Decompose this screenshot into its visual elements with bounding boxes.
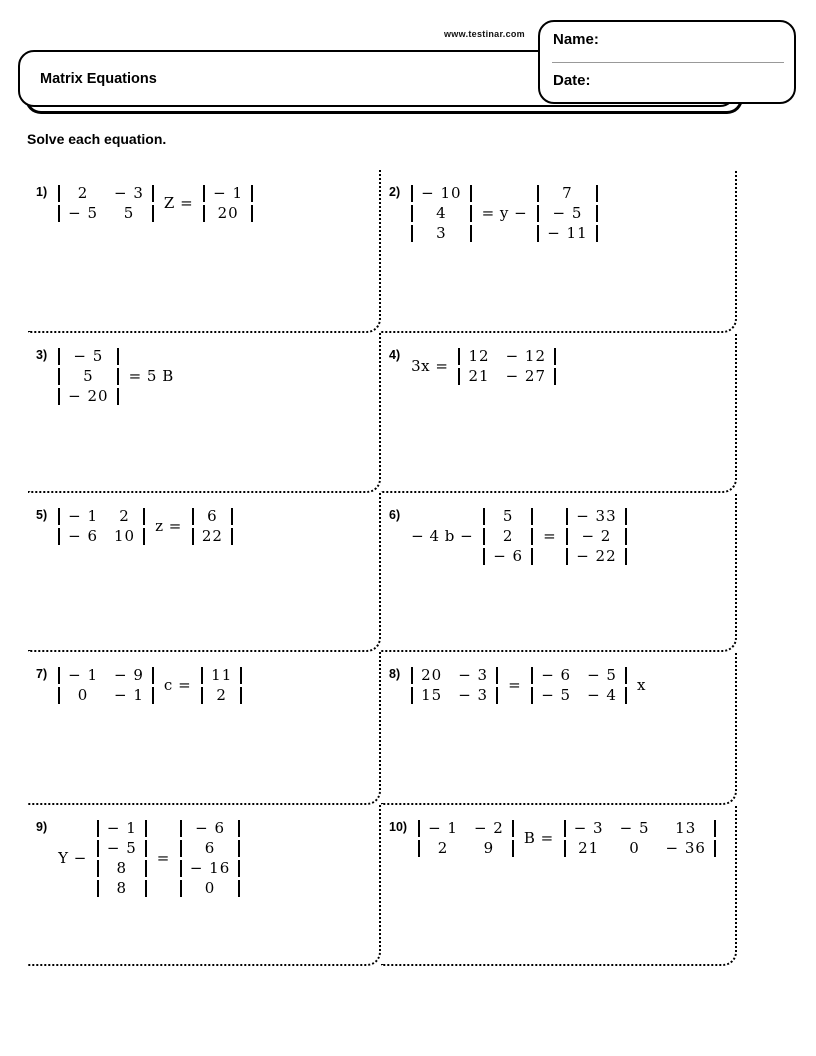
matrix-right-bar: [625, 508, 627, 525]
matrix: [537, 183, 597, 243]
problem-number: 8): [389, 667, 401, 681]
matrix-right-bar: [143, 508, 145, 525]
matrix-entry: − 36: [665, 839, 706, 857]
equation-text: = y −: [481, 204, 528, 222]
matrix-entry: − 1: [106, 819, 137, 837]
matrix-entry: 10: [114, 527, 136, 545]
problem-cell: [28, 333, 381, 493]
matrix-entry: − 3: [114, 184, 144, 202]
equation-text: B =: [523, 829, 554, 847]
matrix-entry: − 1: [68, 666, 99, 684]
problem-number: 3): [36, 348, 48, 362]
matrix-right-bar: [625, 548, 627, 565]
matrix-entry: 15: [421, 686, 443, 704]
matrix: [58, 183, 154, 223]
matrix-right-bar: [238, 860, 240, 877]
problem-cell: [381, 333, 737, 493]
matrix-right-bar: [496, 687, 498, 704]
matrix-entry: − 5: [619, 819, 650, 837]
matrix-entry: 8: [116, 859, 128, 877]
problem-cell: [381, 493, 737, 652]
matrix: [566, 506, 626, 566]
equation-text: x: [636, 676, 646, 694]
matrix-entry: − 4: [587, 686, 617, 704]
matrix-right-bar: [238, 840, 240, 857]
matrix-entry: − 1: [114, 686, 144, 704]
matrix-right-bar: [238, 820, 240, 837]
matrix-right-bar: [470, 185, 472, 202]
matrix-right-bar: [714, 820, 716, 837]
matrix-right-bar: [512, 820, 514, 837]
matrix: [458, 346, 556, 386]
matrix-entry: 4: [436, 204, 447, 222]
matrix: [58, 665, 154, 705]
name-label: Name:: [553, 31, 599, 48]
matrix-right-bar: [625, 667, 627, 684]
date-label: Date:: [553, 72, 591, 89]
matrix-entry: 3: [436, 224, 447, 242]
matrix: [411, 665, 498, 705]
problems-grid: [28, 170, 737, 966]
matrix-entry: − 2: [473, 819, 504, 837]
problem-number: 2): [389, 185, 401, 199]
problem-number: 1): [36, 185, 48, 199]
problem-number: 7): [36, 667, 48, 681]
equation-text: =: [543, 527, 557, 545]
matrix-entry: − 1: [68, 507, 99, 525]
matrix-entry: 0: [629, 839, 640, 857]
equation: [58, 183, 253, 223]
matrix-entry: − 6: [541, 666, 572, 684]
matrix-entry: 5: [123, 204, 135, 222]
matrix-entry: 20: [421, 666, 443, 684]
matrix-entry: − 11: [547, 224, 588, 242]
problem-cell: [381, 652, 737, 805]
matrix-right-bar: [596, 185, 598, 202]
matrix: [531, 665, 627, 705]
matrix-entry: 21: [468, 367, 490, 385]
equation: [411, 183, 598, 243]
matrix-entry: − 3: [573, 819, 604, 837]
equation: [418, 818, 716, 858]
matrix-right-bar: [117, 388, 119, 405]
matrix-entry: 0: [204, 879, 216, 897]
matrix: [418, 818, 514, 858]
matrix-right-bar: [596, 225, 598, 242]
matrix-entry: − 6: [195, 819, 225, 837]
matrix-entry: − 6: [493, 547, 524, 565]
matrix-right-bar: [117, 368, 119, 385]
matrix-right-bar: [251, 205, 253, 222]
matrix-right-bar: [596, 205, 598, 222]
matrix-entry: 12: [468, 347, 490, 365]
matrix-entry: 22: [201, 527, 223, 545]
matrix-entry: − 5: [106, 839, 137, 857]
matrix-right-bar: [145, 860, 147, 877]
matrix-entry: − 6: [68, 527, 99, 545]
matrix-entry: − 10: [421, 184, 462, 202]
problem-number: 4): [389, 348, 401, 362]
matrix-entry: − 1: [213, 184, 244, 202]
matrix-entry: 7: [562, 184, 573, 202]
matrix-entry: − 5: [73, 347, 104, 365]
matrix-right-bar: [143, 528, 145, 545]
problem-cell: [28, 170, 381, 333]
matrix-entry: − 22: [576, 547, 617, 565]
equation-text: z =: [155, 517, 182, 535]
matrix-entry: 11: [211, 666, 233, 684]
matrix-right-bar: [554, 348, 556, 365]
matrix-entry: 9: [483, 839, 495, 857]
matrix-entry: − 2: [581, 527, 612, 545]
matrix-entry: − 5: [552, 204, 583, 222]
matrix-right-bar: [145, 840, 147, 857]
matrix: [97, 818, 147, 898]
equation: [58, 506, 233, 546]
matrix-entry: − 33: [576, 507, 617, 525]
matrix-entry: 5: [83, 367, 94, 385]
equation: [411, 346, 556, 386]
watermark-text: www.testinar.com: [444, 29, 525, 39]
matrix-entry: 13: [675, 819, 697, 837]
matrix: [483, 506, 533, 566]
equation-text: 3x =: [411, 357, 449, 375]
matrix-entry: − 3: [458, 686, 489, 704]
matrix-entry: 2: [216, 686, 227, 704]
matrix-entry: − 5: [541, 686, 572, 704]
matrix-entry: − 20: [68, 387, 109, 405]
matrix-right-bar: [145, 820, 147, 837]
matrix-entry: − 12: [505, 347, 546, 365]
matrix-entry: 0: [77, 686, 89, 704]
matrix: [58, 506, 145, 546]
equation-text: c =: [163, 676, 192, 694]
problem-number: 6): [389, 508, 401, 522]
matrix-entry: 21: [578, 839, 600, 857]
matrix: [201, 665, 242, 705]
matrix: [192, 506, 233, 546]
matrix-entry: 8: [116, 879, 128, 897]
problem-number: 5): [36, 508, 48, 522]
matrix-right-bar: [625, 528, 627, 545]
matrix-right-bar: [231, 528, 233, 545]
equation-text: = 5 B: [128, 367, 174, 385]
equation-text: Z =: [163, 194, 194, 212]
matrix: [58, 346, 118, 406]
matrix-right-bar: [231, 508, 233, 525]
matrix-right-bar: [496, 667, 498, 684]
matrix-right-bar: [152, 687, 154, 704]
matrix-right-bar: [512, 840, 514, 857]
equation-text: =: [508, 676, 522, 694]
problem-cell: [381, 170, 737, 333]
matrix-entry: − 9: [114, 666, 144, 684]
matrix-entry: − 5: [68, 204, 99, 222]
matrix-right-bar: [531, 548, 533, 565]
matrix-entry: − 27: [505, 367, 546, 385]
matrix: [180, 818, 240, 898]
matrix-right-bar: [531, 528, 533, 545]
problem-cell: [28, 652, 381, 805]
matrix-entry: − 3: [458, 666, 489, 684]
matrix-right-bar: [145, 880, 147, 897]
equation: [58, 665, 242, 705]
problem-cell: [28, 805, 381, 966]
problem-number: 9): [36, 820, 48, 834]
instructions-text: Solve each equation.: [27, 131, 167, 147]
matrix-right-bar: [625, 687, 627, 704]
matrix-right-bar: [117, 348, 119, 365]
matrix-right-bar: [240, 687, 242, 704]
matrix-entry: 2: [119, 507, 130, 525]
equation: [58, 346, 174, 406]
equation-text: =: [156, 849, 170, 867]
matrix-right-bar: [251, 185, 253, 202]
matrix-right-bar: [152, 205, 154, 222]
matrix-entry: − 1: [428, 819, 458, 837]
equation-text: − 4 b −: [411, 527, 474, 545]
matrix-right-bar: [714, 840, 716, 857]
matrix-right-bar: [470, 225, 472, 242]
matrix-right-bar: [152, 667, 154, 684]
problem-cell: [28, 493, 381, 652]
matrix-right-bar: [238, 880, 240, 897]
equation-text: Y −: [58, 849, 87, 867]
matrix-right-bar: [531, 508, 533, 525]
page-title: Matrix Equations: [40, 70, 157, 87]
name-date-box: [538, 20, 796, 104]
equation: [411, 506, 627, 566]
matrix-right-bar: [470, 205, 472, 222]
matrix-right-bar: [554, 368, 556, 385]
matrix-entry: − 16: [189, 859, 231, 877]
matrix: [411, 183, 471, 243]
matrix-entry: 6: [204, 839, 216, 857]
matrix-right-bar: [240, 667, 242, 684]
matrix-entry: 20: [217, 204, 239, 222]
name-fill-line: [552, 62, 784, 63]
matrix: [564, 818, 716, 858]
matrix-entry: 2: [502, 527, 514, 545]
problem-cell: [381, 805, 737, 966]
matrix-entry: 6: [207, 507, 218, 525]
matrix: [203, 183, 253, 223]
matrix-entry: 2: [77, 184, 89, 202]
equation: [58, 818, 240, 898]
problem-number: 10): [389, 820, 408, 834]
equation: [411, 665, 646, 705]
matrix-entry: 2: [437, 839, 449, 857]
matrix-entry: 5: [502, 507, 514, 525]
matrix-right-bar: [152, 185, 154, 202]
matrix-entry: − 5: [587, 666, 617, 684]
